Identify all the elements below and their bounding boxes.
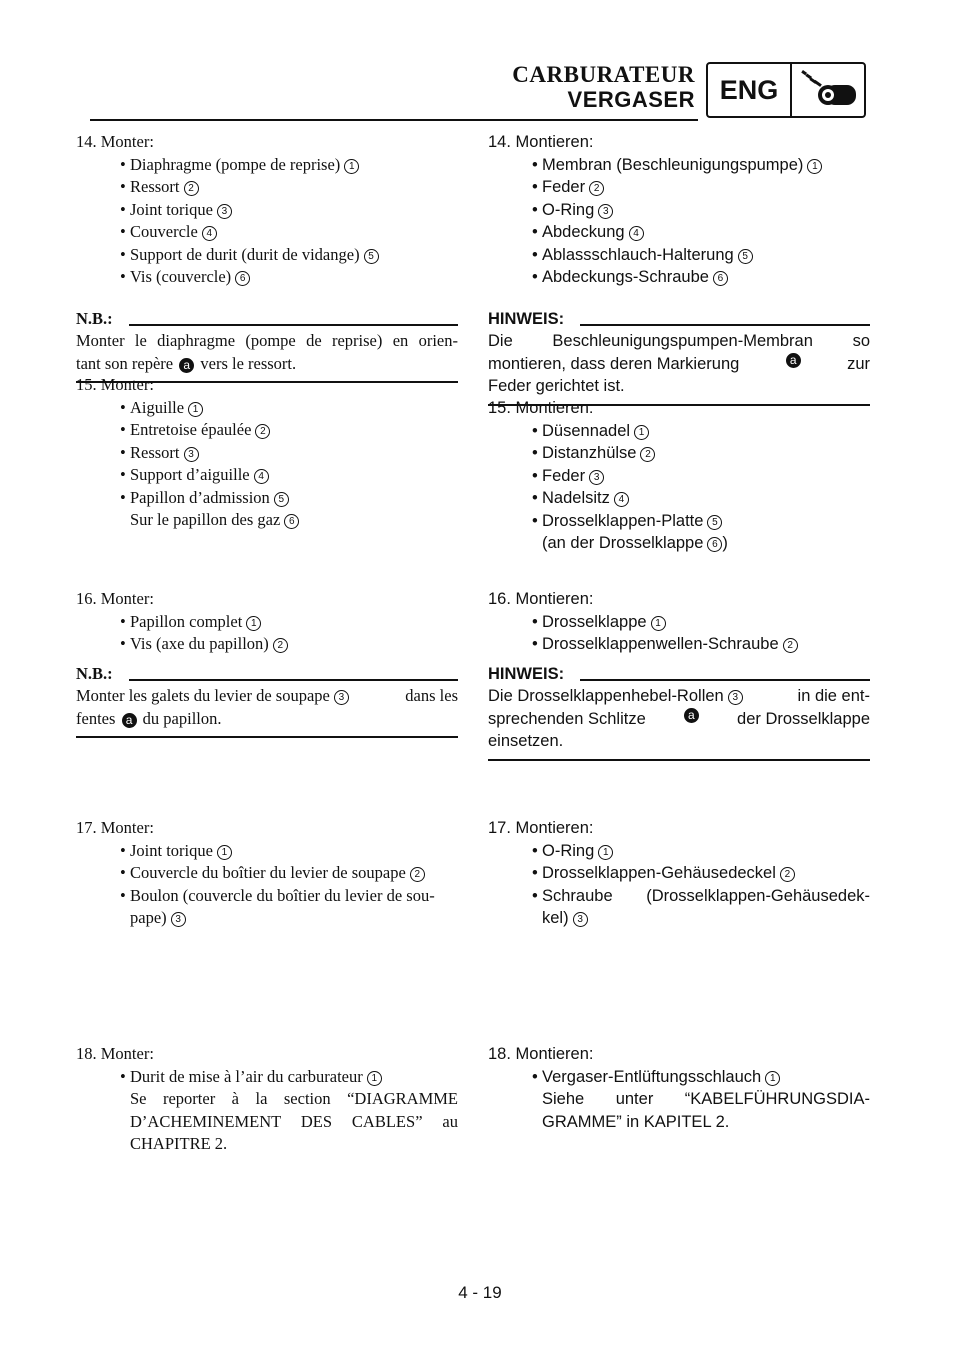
list-item: • Durit de mise à l’air du carburateur 1 — [76, 1066, 458, 1089]
list-item: • Diaphragme (pompe de reprise) 1 — [76, 154, 458, 177]
step-heading: 15. Montieren: — [488, 399, 594, 417]
list-item: • Drosselklappen-Platte 5 — [488, 510, 870, 533]
fr-step-14 — [76, 131, 458, 289]
note-text: Die Drosselklappenhebel-Rollen 3 in die ent- sprechenden Schlitze a der Drosselklappe einsetzen. — [488, 687, 870, 750]
list-item: • Membran (Beschleunigungspumpe) 1 — [488, 154, 870, 177]
list-item: • Vis (couvercle) 6 — [76, 266, 458, 289]
list-item: • Nadelsitz 4 — [488, 487, 870, 510]
list-item: • O-Ring 3 — [488, 199, 870, 222]
engine-wrench-icon — [792, 64, 864, 116]
list-item: • Joint torique 3 — [76, 199, 458, 222]
step-heading: 16. Montieren: — [488, 590, 594, 608]
list-item: • Ablassschlauch-Halterung 5 — [488, 244, 870, 267]
list-item: • Schraube (Drosselklappen-Gehäusedek- — [488, 885, 870, 908]
list-item: • Feder 3 — [488, 465, 870, 488]
list-item: • Support de durit (durit de vidange) 5 — [76, 244, 458, 267]
note-text: Monter les galets du levier de soupape 3 dans les fentes a du papillon. — [76, 686, 458, 728]
de-step-15 — [488, 397, 870, 555]
step-heading: 17. Montieren: — [488, 819, 594, 837]
step-heading: 17. Monter: — [76, 818, 154, 837]
de-note-1 — [488, 309, 870, 406]
list-item: • Düsennadel 1 — [488, 420, 870, 443]
de-step-14 — [488, 131, 870, 289]
note-label: HINWEIS: — [488, 310, 565, 328]
list-item: • Ressort 3 — [76, 442, 458, 465]
marker-a-icon: a — [179, 358, 194, 373]
header-rule — [90, 119, 698, 121]
note-label: N.B.: — [76, 309, 113, 328]
list-item: • Feder 2 — [488, 176, 870, 199]
list-item: • Ressort 2 — [76, 176, 458, 199]
de-step-16 — [488, 588, 870, 656]
step-heading: 14. Monter: — [76, 132, 154, 151]
list-item: • Drosselklappenwellen-Schraube 2 — [488, 633, 870, 656]
step-heading: 18. Monter: — [76, 1044, 154, 1063]
step-heading: 18. Montieren: — [488, 1045, 594, 1063]
marker-a-icon: a — [786, 353, 801, 368]
list-item: • Boulon (couvercle du boîtier du levier de sou- — [76, 885, 458, 908]
page-number: 4 - 19 — [458, 1283, 502, 1302]
de-step-18 — [488, 1043, 870, 1133]
reference-text: D’ACHEMINEMENT DES CABLES” au — [130, 1111, 458, 1131]
list-item-continuation: pape) 3 — [76, 907, 458, 930]
marker-a-icon: a — [122, 713, 137, 728]
eng-badge — [706, 62, 866, 118]
list-item: • Vergaser-Entlüftungsschlauch 1 — [488, 1066, 870, 1089]
list-item-continuation: (an der Drosselklappe 6 ) — [542, 534, 728, 552]
fr-note-2 — [76, 664, 458, 738]
eng-label: ENG — [708, 64, 792, 116]
list-item: • Couvercle du boîtier du levier de soupape 2 — [76, 862, 458, 885]
note-label: HINWEIS: — [488, 665, 565, 683]
list-item: • O-Ring 1 — [488, 840, 870, 863]
list-item: • Abdeckungs-Schraube 6 — [488, 266, 870, 289]
list-item: • Drosselklappen-Gehäusedeckel 2 — [488, 862, 870, 885]
reference-text: Se reporter à la section “DIAGRAMME — [130, 1089, 458, 1108]
fr-step-18 — [76, 1043, 458, 1156]
fr-step-17 — [76, 817, 458, 930]
de-step-17 — [488, 817, 870, 930]
list-item: • Couvercle 4 — [76, 221, 458, 244]
note-text: Die Beschleunigungspumpen-Membran so montieren, dass deren Markierung a zur Feder gerichtet ist. — [488, 332, 870, 395]
list-item: • Papillon d’admission 5 — [76, 487, 458, 510]
note-text: Monter le diaphragme (pompe de reprise) en orien- tant son repère a vers le ressort. — [76, 331, 458, 373]
list-item: • Entretoise épaulée 2 — [76, 419, 458, 442]
list-item-continuation: Sur le papillon des gaz 6 — [76, 509, 458, 532]
list-item: • Drosselklappe 1 — [488, 611, 870, 634]
header-title-de: VERGASER — [567, 87, 695, 112]
step-heading: 14. Montieren: — [488, 133, 594, 151]
step-heading: 16. Monter: — [76, 589, 154, 608]
list-item: • Vis (axe du papillon) 2 — [76, 633, 458, 656]
step-heading: 15. Monter: — [76, 375, 154, 394]
marker-a-icon: a — [684, 708, 699, 723]
list-item-continuation: kel) 3 — [488, 907, 870, 930]
list-item: • Joint torique 1 — [76, 840, 458, 863]
list-item: • Aiguille 1 — [76, 397, 458, 420]
fr-step-15 — [76, 374, 458, 532]
note-label: N.B.: — [76, 664, 113, 683]
de-note-2 — [488, 664, 870, 761]
fr-step-16 — [76, 588, 458, 656]
list-item: • Distanzhülse 2 — [488, 442, 870, 465]
header-title-fr: CARBURATEUR — [512, 62, 695, 87]
reference-text: GRAMME” in KAPITEL 2. — [542, 1112, 730, 1131]
reference-text: Siehe unter “KABELFÜHRUNGSDIA- — [542, 1090, 870, 1108]
list-item: • Abdeckung 4 — [488, 221, 870, 244]
reference-text: CHAPITRE 2. — [130, 1134, 228, 1153]
list-item: • Papillon complet 1 — [76, 611, 458, 634]
list-item: • Support d’aiguille 4 — [76, 464, 458, 487]
fr-note-1 — [76, 309, 458, 383]
